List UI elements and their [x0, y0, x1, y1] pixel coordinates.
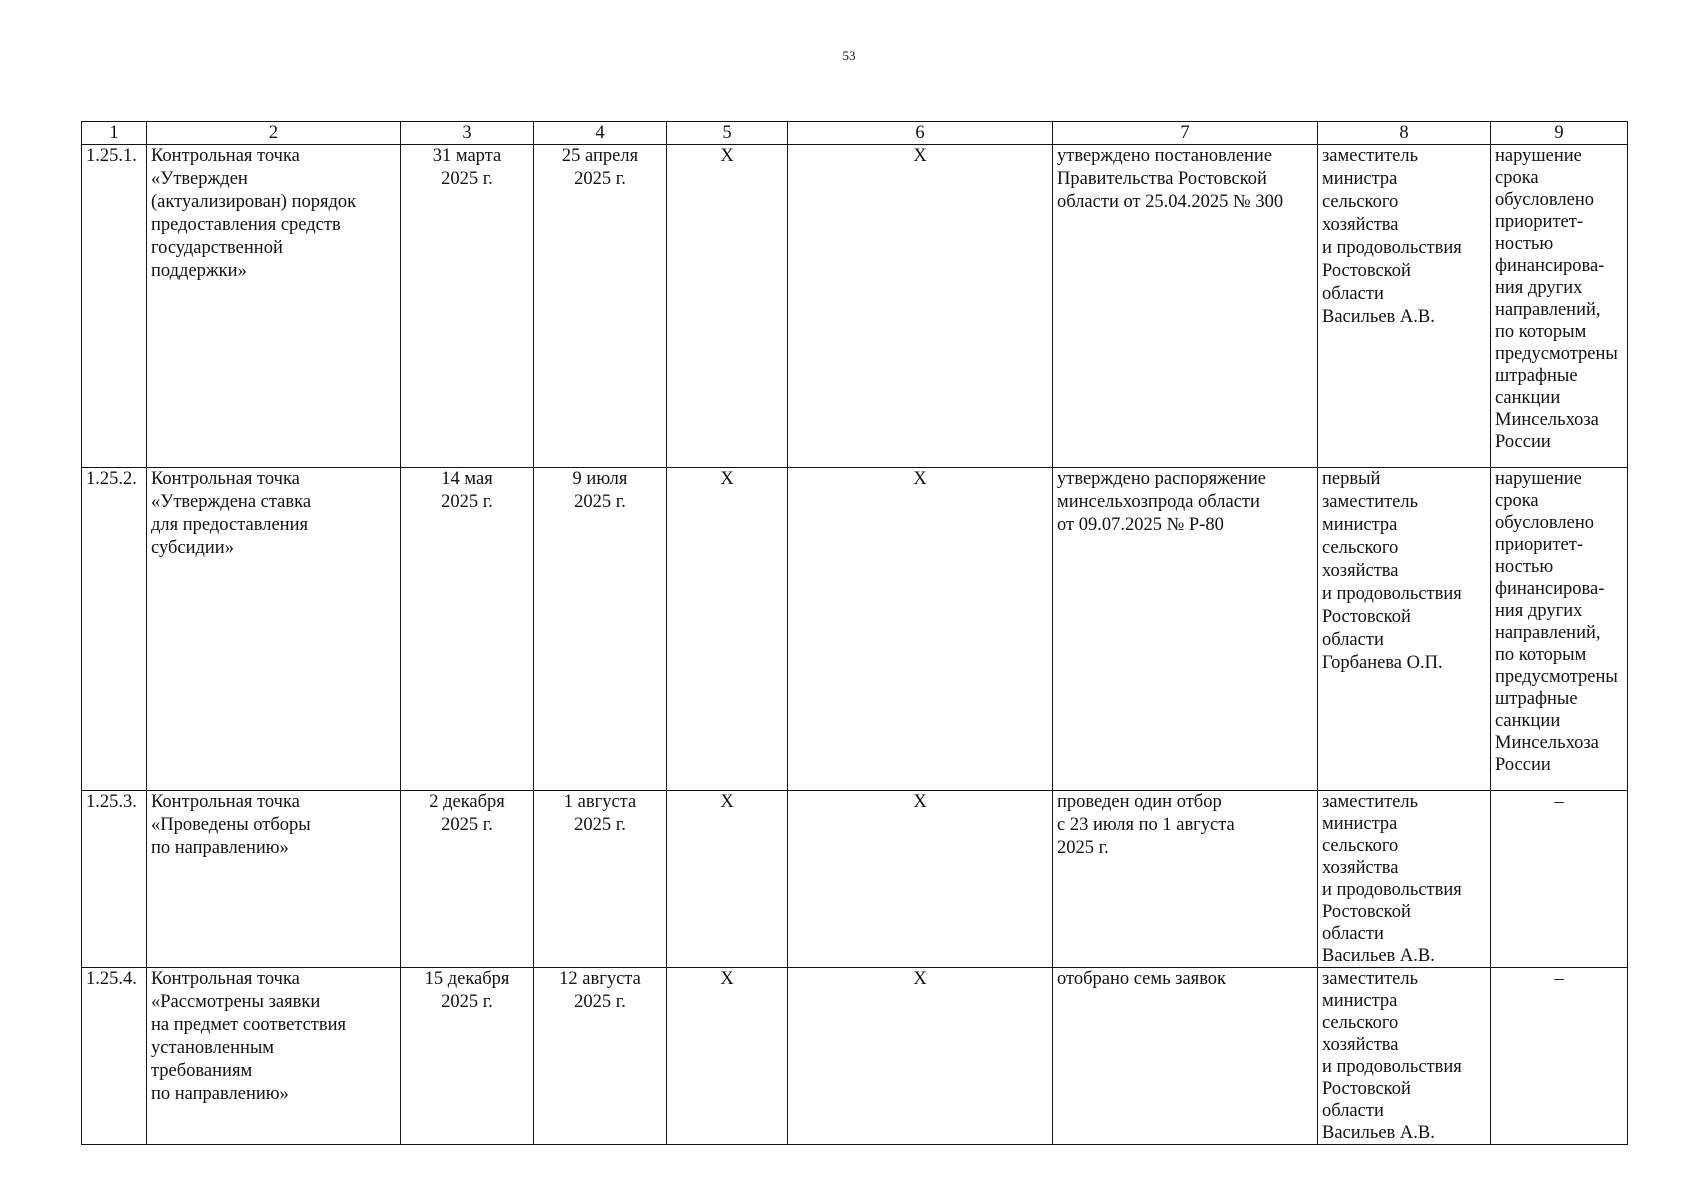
col6-value: X [788, 791, 1053, 968]
fact-date: 12 августа 2025 г. [534, 968, 667, 1145]
header-cell: 8 [1318, 122, 1491, 145]
col5-value: X [667, 791, 788, 968]
result-text: отобрано семь заявок [1053, 968, 1318, 1145]
col6-value: X [788, 468, 1053, 791]
page-number: 53 [842, 48, 856, 63]
header-cell: 6 [788, 122, 1053, 145]
fact-date: 9 июля 2025 г. [534, 468, 667, 791]
row-number: 1.25.4. [82, 968, 147, 1145]
control-point-name: Контрольная точка «Утвержден (актуализирован) порядок предоставления средств государственной поддержки» [147, 145, 401, 468]
responsible-person: заместитель министра сельского хозяйства и продовольствия Ростовской области Васильев А.В. [1318, 791, 1491, 968]
col6-value: X [788, 968, 1053, 1145]
note-text: – [1491, 968, 1628, 1145]
row-number: 1.25.1. [82, 145, 147, 468]
result-text: проведен один отбор с 23 июля по 1 августа 2025 г. [1053, 791, 1318, 968]
table-row [82, 791, 1628, 968]
control-point-name: Контрольная точка «Проведены отборы по направлению» [147, 791, 401, 968]
header-cell: 5 [667, 122, 788, 145]
plan-date: 14 мая 2025 г. [401, 468, 534, 791]
col5-value: X [667, 145, 788, 468]
note-text: – [1491, 791, 1628, 968]
responsible-person: первый заместитель министра сельского хозяйства и продовольствия Ростовской области Горбанева О.П. [1318, 468, 1491, 791]
table-row [82, 968, 1628, 1145]
result-text: утверждено постановление Правительства Ростовской области от 25.04.2025 № 300 [1053, 145, 1318, 468]
fact-date: 25 апреля 2025 г. [534, 145, 667, 468]
row-number: 1.25.3. [82, 791, 147, 968]
note-text: нарушение срока обусловлено приоритет- ностью финансирова- ния других направлений, по которым предусмотрены штрафные санкции Минсельхоза России [1491, 468, 1628, 791]
header-cell: 3 [401, 122, 534, 145]
row-number: 1.25.2. [82, 468, 147, 791]
plan-date: 2 декабря 2025 г. [401, 791, 534, 968]
note-text: нарушение срока обусловлено приоритет- ностью финансирова- ния других направлений, по которым предусмотрены штрафные санкции Минсельхоза России [1491, 145, 1628, 468]
result-text: утверждено распоряжение минсельхозпрода области от 09.07.2025 № Р-80 [1053, 468, 1318, 791]
control-point-name: Контрольная точка «Рассмотрены заявки на предмет соответствия установленным требованиям по направлению» [147, 968, 401, 1145]
table-row [82, 468, 1628, 791]
table-row [82, 145, 1628, 468]
header-row [82, 122, 1628, 145]
col5-value: X [667, 468, 788, 791]
responsible-person: заместитель министра сельского хозяйства и продовольствия Ростовской области Васильев А.В. [1318, 968, 1491, 1145]
header-cell: 9 [1491, 122, 1628, 145]
report-table [81, 121, 1628, 1145]
fact-date: 1 августа 2025 г. [534, 791, 667, 968]
col6-value: X [788, 145, 1053, 468]
responsible-person: заместитель министра сельского хозяйства и продовольствия Ростовской области Васильев А.В. [1318, 145, 1491, 468]
control-point-name: Контрольная точка «Утверждена ставка для предоставления субсидии» [147, 468, 401, 791]
plan-date: 31 марта 2025 г. [401, 145, 534, 468]
plan-date: 15 декабря 2025 г. [401, 968, 534, 1145]
header-cell: 7 [1053, 122, 1318, 145]
header-cell: 1 [82, 122, 147, 145]
col5-value: X [667, 968, 788, 1145]
header-cell: 4 [534, 122, 667, 145]
header-cell: 2 [147, 122, 401, 145]
